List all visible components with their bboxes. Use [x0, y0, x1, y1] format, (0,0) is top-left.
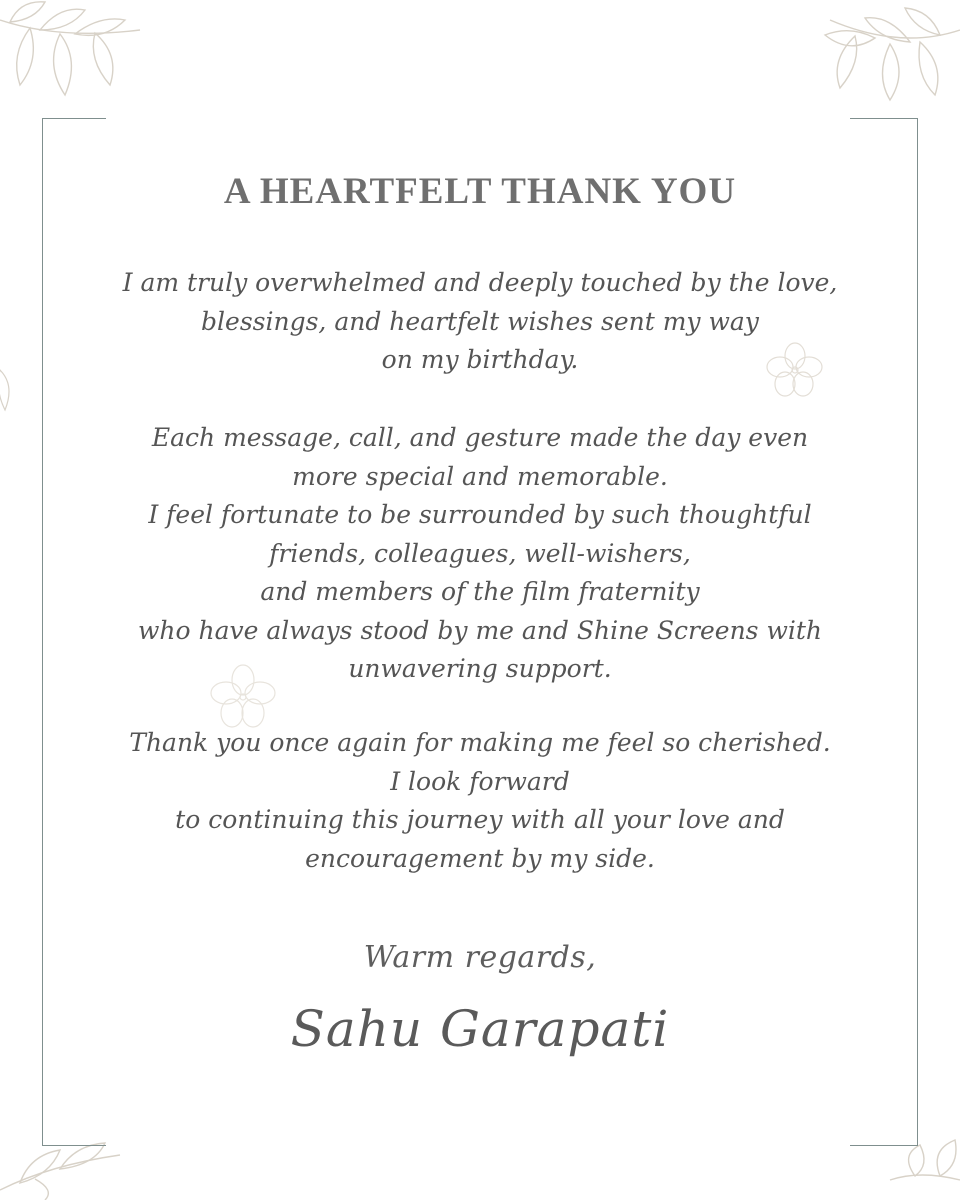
- page-title: A HEARTFELT THANK YOU: [223, 171, 737, 212]
- text-line: blessings, and heartfelt wishes sent my way: [201, 306, 759, 336]
- text-line: unwavering support.: [348, 654, 612, 683]
- text-line: encouragement by my side.: [305, 843, 655, 873]
- text-line: more special and memorable.: [292, 461, 668, 491]
- text-line: and members of the film fraternity: [260, 577, 700, 606]
- text-line: Each message, call, and gesture made the day even: [151, 423, 809, 452]
- paragraph-gratitude: [0, 419, 960, 689]
- text-line: friends, colleagues, well-wishers,: [269, 538, 691, 568]
- text-line: who have always stood by me and Shine Screens with: [137, 615, 823, 645]
- text-line: to continuing this journey with all your love and: [175, 805, 785, 834]
- text-line: on my birthday.: [381, 345, 579, 374]
- text-line: I look forward: [390, 766, 570, 796]
- leaf-branch-top-left-icon: [0, 0, 150, 110]
- leaf-branch-top-right-icon: [800, 0, 960, 110]
- text-line: I feel fortunate to be surrounded by such thoughtful: [148, 500, 812, 529]
- frame-bottom-left-border: [42, 1145, 106, 1146]
- signature-name: Sahu Garapati: [290, 1000, 670, 1058]
- closing-regards: Warm regards,: [363, 940, 597, 975]
- text-line: I am truly overwhelmed and deeply touched by the love,: [122, 268, 838, 297]
- text-line: Thank you once again for making me feel so cherished.: [129, 728, 831, 757]
- frame-bottom-right-border: [850, 1145, 918, 1146]
- paragraph-closing-thanks: [0, 724, 960, 878]
- frame-top-right-border: [850, 118, 918, 119]
- paragraph-birthday-thanks: [0, 264, 960, 380]
- frame-top-left-border: [42, 118, 106, 119]
